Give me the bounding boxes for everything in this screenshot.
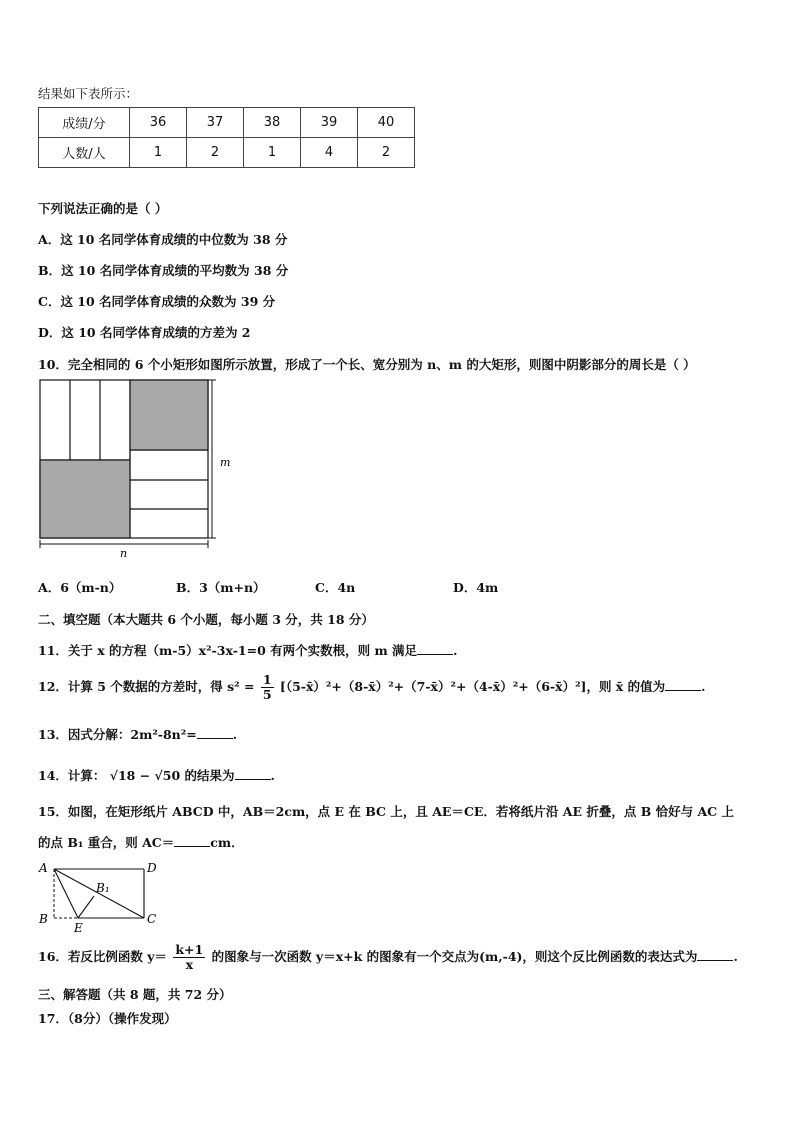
answer-blank <box>235 767 271 780</box>
section-2-heading: 二、填空题（本大题共 6 个小题，每小题 3 分，共 18 分） <box>38 612 374 627</box>
label-m: m <box>220 456 231 469</box>
period: . <box>453 643 458 658</box>
score-table <box>38 107 415 168</box>
q17: 17．（8分）（操作发现） <box>38 1011 177 1026</box>
table-cell: 4 <box>301 138 358 168</box>
answer-blank <box>197 726 233 739</box>
period: . <box>733 949 738 964</box>
q9-option-b: B．这 10 名同学体育成绩的平均数为 38 分 <box>38 263 289 278</box>
table-cell: 38 <box>244 108 301 138</box>
label-e: E <box>74 921 83 935</box>
label-n: n <box>120 547 128 560</box>
q15-unit: cm． <box>210 835 244 850</box>
q10-stem: 10．完全相同的 6 个小矩形如图所示放置，形成了一个长、宽分别为 n、m 的大矩形，则图中阴影部分的周长是（ ） <box>38 357 696 372</box>
period: . <box>232 727 238 742</box>
q15-line-2 <box>38 833 244 851</box>
shaded-rect <box>130 380 208 450</box>
q13-text: 13．因式分解：2m²-8n²= <box>38 727 197 742</box>
q11-text: 11．关于 x 的方程（m-5）x²-3x-1=0 有两个实数根，则 m 满足 <box>38 643 418 658</box>
row-label: 成绩/分 <box>39 108 130 138</box>
intro-text: 结果如下表所示： <box>38 86 139 101</box>
frac-denominator: x <box>185 957 194 972</box>
table-row <box>39 108 415 138</box>
q14-prefix: 14．计算： <box>38 768 106 783</box>
label-a: A <box>39 861 48 875</box>
q9-stem: 下列说法正确的是（ ） <box>38 201 168 216</box>
fold-diagram <box>36 860 166 935</box>
period: . <box>701 679 706 694</box>
answer-blank <box>697 948 733 961</box>
q10-option-d: D．4m <box>453 580 499 595</box>
q15-line-2-text: 的点 B₁ 重合，则 AC＝ <box>38 835 175 850</box>
period: . <box>270 768 275 783</box>
fraction-one-fifth <box>261 673 274 702</box>
frac-numerator: 1 <box>262 672 272 687</box>
q10-option-c: C．4n <box>315 580 356 595</box>
q9-option-d: D．这 10 名同学体育成绩的方差为 2 <box>38 325 251 340</box>
table-cell: 36 <box>130 108 187 138</box>
table-cell: 39 <box>301 108 358 138</box>
frac-denominator: 5 <box>262 687 272 702</box>
q16-body: 的图象与一次函数 y＝x+k 的图象有一个交点为(m,-4)，则这个反比例函数的表达式为 <box>211 949 698 964</box>
label-c: C <box>147 912 157 926</box>
table-cell: 40 <box>358 108 415 138</box>
label-b: B <box>39 912 48 926</box>
answer-blank <box>174 834 210 847</box>
q10-option-a: A．6（m-n） <box>38 580 122 595</box>
q15-line-1: 15．如图，在矩形纸片 ABCD 中，AB＝2cm，点 E 在 BC 上，且 AE＝CE．若将纸片沿 AE 折叠，点 B 恰好与 AC 上 <box>38 804 734 819</box>
label-b1: B₁ <box>96 881 110 895</box>
q13 <box>38 725 237 743</box>
q9-option-a: A．这 10 名同学体育成绩的中位数为 38 分 <box>38 232 288 247</box>
shaded-rect <box>40 460 130 538</box>
row-label: 人数/人 <box>39 138 130 168</box>
q16 <box>38 943 738 972</box>
table-cell: 1 <box>130 138 187 168</box>
rectangle-diagram <box>38 378 248 560</box>
table-cell: 2 <box>187 138 244 168</box>
frac-numerator: k+1 <box>175 942 204 957</box>
answer-blank <box>665 678 701 691</box>
table-cell: 1 <box>244 138 301 168</box>
fraction-k-plus-1-over-x <box>173 943 205 972</box>
q14-suffix: 的结果为 <box>184 768 235 783</box>
table-row <box>39 138 415 168</box>
q16-prefix: 16．若反比例函数 y＝ <box>38 949 168 964</box>
q11 <box>38 641 457 659</box>
table-cell: 2 <box>358 138 415 168</box>
q12-prefix: 12．计算 5 个数据的方差时，得 s² = <box>38 679 255 694</box>
q14-expression: √18 − √50 <box>109 768 181 783</box>
table-cell: 37 <box>187 108 244 138</box>
q12 <box>38 673 705 702</box>
answer-blank <box>417 642 453 655</box>
q14 <box>38 766 275 784</box>
label-d: D <box>147 861 157 875</box>
q9-option-c: C．这 10 名同学体育成绩的众数为 39 分 <box>38 294 276 309</box>
q12-body: [（5-x̄）²+（8-x̄）²+（7-x̄）²+（4-x̄）²+（6-x̄）²]，则 x̄ 的值为 <box>279 679 666 694</box>
q10-option-b: B．3（m+n） <box>176 580 266 595</box>
section-3-heading: 三、解答题（共 8 题，共 72 分） <box>38 987 232 1002</box>
